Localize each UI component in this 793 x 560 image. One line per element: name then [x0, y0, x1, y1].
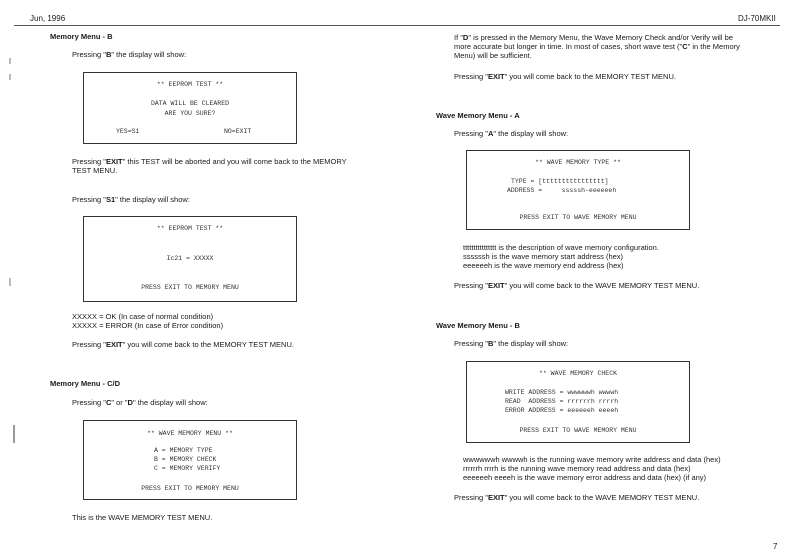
display-line: ** EEPROM TEST **: [156, 225, 224, 232]
margin-mark: [9, 58, 11, 64]
display-line: ERROR ADDRESS = eeeeeeh eeeeh: [505, 407, 619, 414]
memory-menu-b-title: Memory Menu - B: [50, 32, 113, 41]
header-model: DJ-70MKII: [738, 14, 776, 23]
wave-b-back: Pressing "EXIT" you will come back to the WAVE MEMORY TEST MENU.: [454, 493, 700, 502]
margin-mark: [9, 278, 11, 286]
display-line: ** WAVE MEMORY MENU **: [147, 430, 233, 437]
wave-memory-menu-a-title: Wave Memory Menu - A: [436, 111, 520, 120]
display-yes-option: YES=S1: [116, 128, 140, 135]
display-line: DATA WILL BE CLEARED: [150, 100, 229, 107]
display-line: PRESS EXIT TO WAVE MEMORY MENU: [519, 427, 637, 434]
wave-a-back: Pressing "EXIT" you will come back to the WAVE MEMORY TEST MENU.: [454, 281, 700, 290]
display-line: ** EEPROM TEST **: [156, 81, 224, 88]
display-line: C = MEMORY VERIFY: [154, 465, 221, 472]
margin-mark: [9, 74, 11, 80]
wave-b-desc-write: wwwwwwh wwwwh is the running wave memory write address and data (hex): [463, 455, 721, 464]
wave-b-desc-read: rrrrrrh rrrrh is the running wave memory read address and data (hex): [463, 464, 691, 473]
display-line: READ ADDRESS = rrrrrrh rrrrh: [505, 398, 619, 405]
top-note-line1: If "D" is pressed in the Memory Menu, the Wave Memory Check and/or Verify will be: [454, 33, 733, 42]
menu-cd-footer: This is the WAVE MEMORY TEST MENU.: [72, 513, 213, 522]
display-line: ** WAVE MEMORY TYPE **: [535, 159, 621, 166]
menu-cd-intro: Pressing "C" or "D" the display will show:: [72, 398, 208, 407]
display-line: B = MEMORY CHECK: [154, 456, 217, 463]
display-line: PRESS EXIT TO MEMORY MENU: [141, 284, 239, 291]
display-line: ** WAVE MEMORY CHECK: [538, 370, 617, 377]
memory-menu-cd-title: Memory Menu - C/D: [50, 379, 121, 388]
display-line: WRITE ADDRESS = wwwwwwh wwwwh: [505, 389, 619, 396]
wave-a-intro: Pressing "A" the display will show:: [454, 129, 569, 138]
display-no-option: NO=EXIT: [224, 128, 252, 135]
page-number: 7: [773, 542, 778, 551]
display-line: PRESS EXIT TO WAVE MEMORY MENU: [519, 214, 637, 221]
menu-b-exit-note-2: TEST MENU.: [72, 166, 118, 175]
display-line: ADDRESS = sssssh-eeeeeeh: [507, 187, 617, 194]
eeprom-result-display: [83, 216, 297, 302]
wave-memory-menu-b-title: Wave Memory Menu - B: [436, 321, 520, 330]
wave-b-intro: Pressing "B" the display will show:: [454, 339, 569, 348]
wave-a-desc-start: ssssssh is the wave memory start address (hex): [463, 252, 624, 261]
wave-a-desc-end: eeeeeeh is the wave memory end address (hex): [463, 261, 624, 270]
eeprom-confirm-display: [83, 72, 297, 144]
top-note-back: Pressing "EXIT" you will come back to the MEMORY TEST MENU.: [454, 72, 676, 81]
wave-b-desc-error: eeeeeeh eeeeh is the wave memory error address and data (hex) (if any): [463, 473, 707, 482]
header-date: Jun, 1996: [30, 14, 66, 23]
display-line: ARE YOU SURE?: [164, 110, 216, 117]
menu-b-back-note: Pressing "EXIT" you will come back to the MEMORY TEST MENU.: [72, 340, 294, 349]
display-line: A = MEMORY TYPE: [154, 447, 213, 454]
result-ok-text: XXXXX = OK (In case of normal condition): [72, 312, 214, 321]
header-rule: [14, 25, 780, 26]
menu-b-s1-intro: Pressing "S1" the display will show:: [72, 195, 190, 204]
menu-b-intro: Pressing "B" the display will show:: [72, 50, 187, 59]
display-line: PRESS EXIT TO MEMORY MENU: [141, 485, 239, 492]
wave-memory-check-display: [466, 361, 690, 443]
margin-mark: [13, 425, 15, 443]
top-note-line3: Menu) will be sufficient.: [454, 51, 532, 60]
menu-b-exit-note: Pressing "EXIT" this TEST will be aborted and you will come back to the MEMORY: [72, 157, 347, 166]
display-line: Ic21 = XXXXX: [166, 255, 214, 262]
top-note-line2: more accurate but longer in time. In most of cases, short wave test ("C" in the Memory: [454, 42, 740, 51]
wave-a-desc-type: tttttttttttttttt is the description of wave memory configuration.: [463, 243, 659, 252]
wave-memory-menu-display: [83, 420, 297, 500]
result-error-text: XXXXX = ERROR (In case of Error condition): [72, 321, 224, 330]
display-line: TYPE = [tttttttttttttttt]: [511, 178, 609, 185]
wave-memory-type-display: [466, 150, 690, 230]
